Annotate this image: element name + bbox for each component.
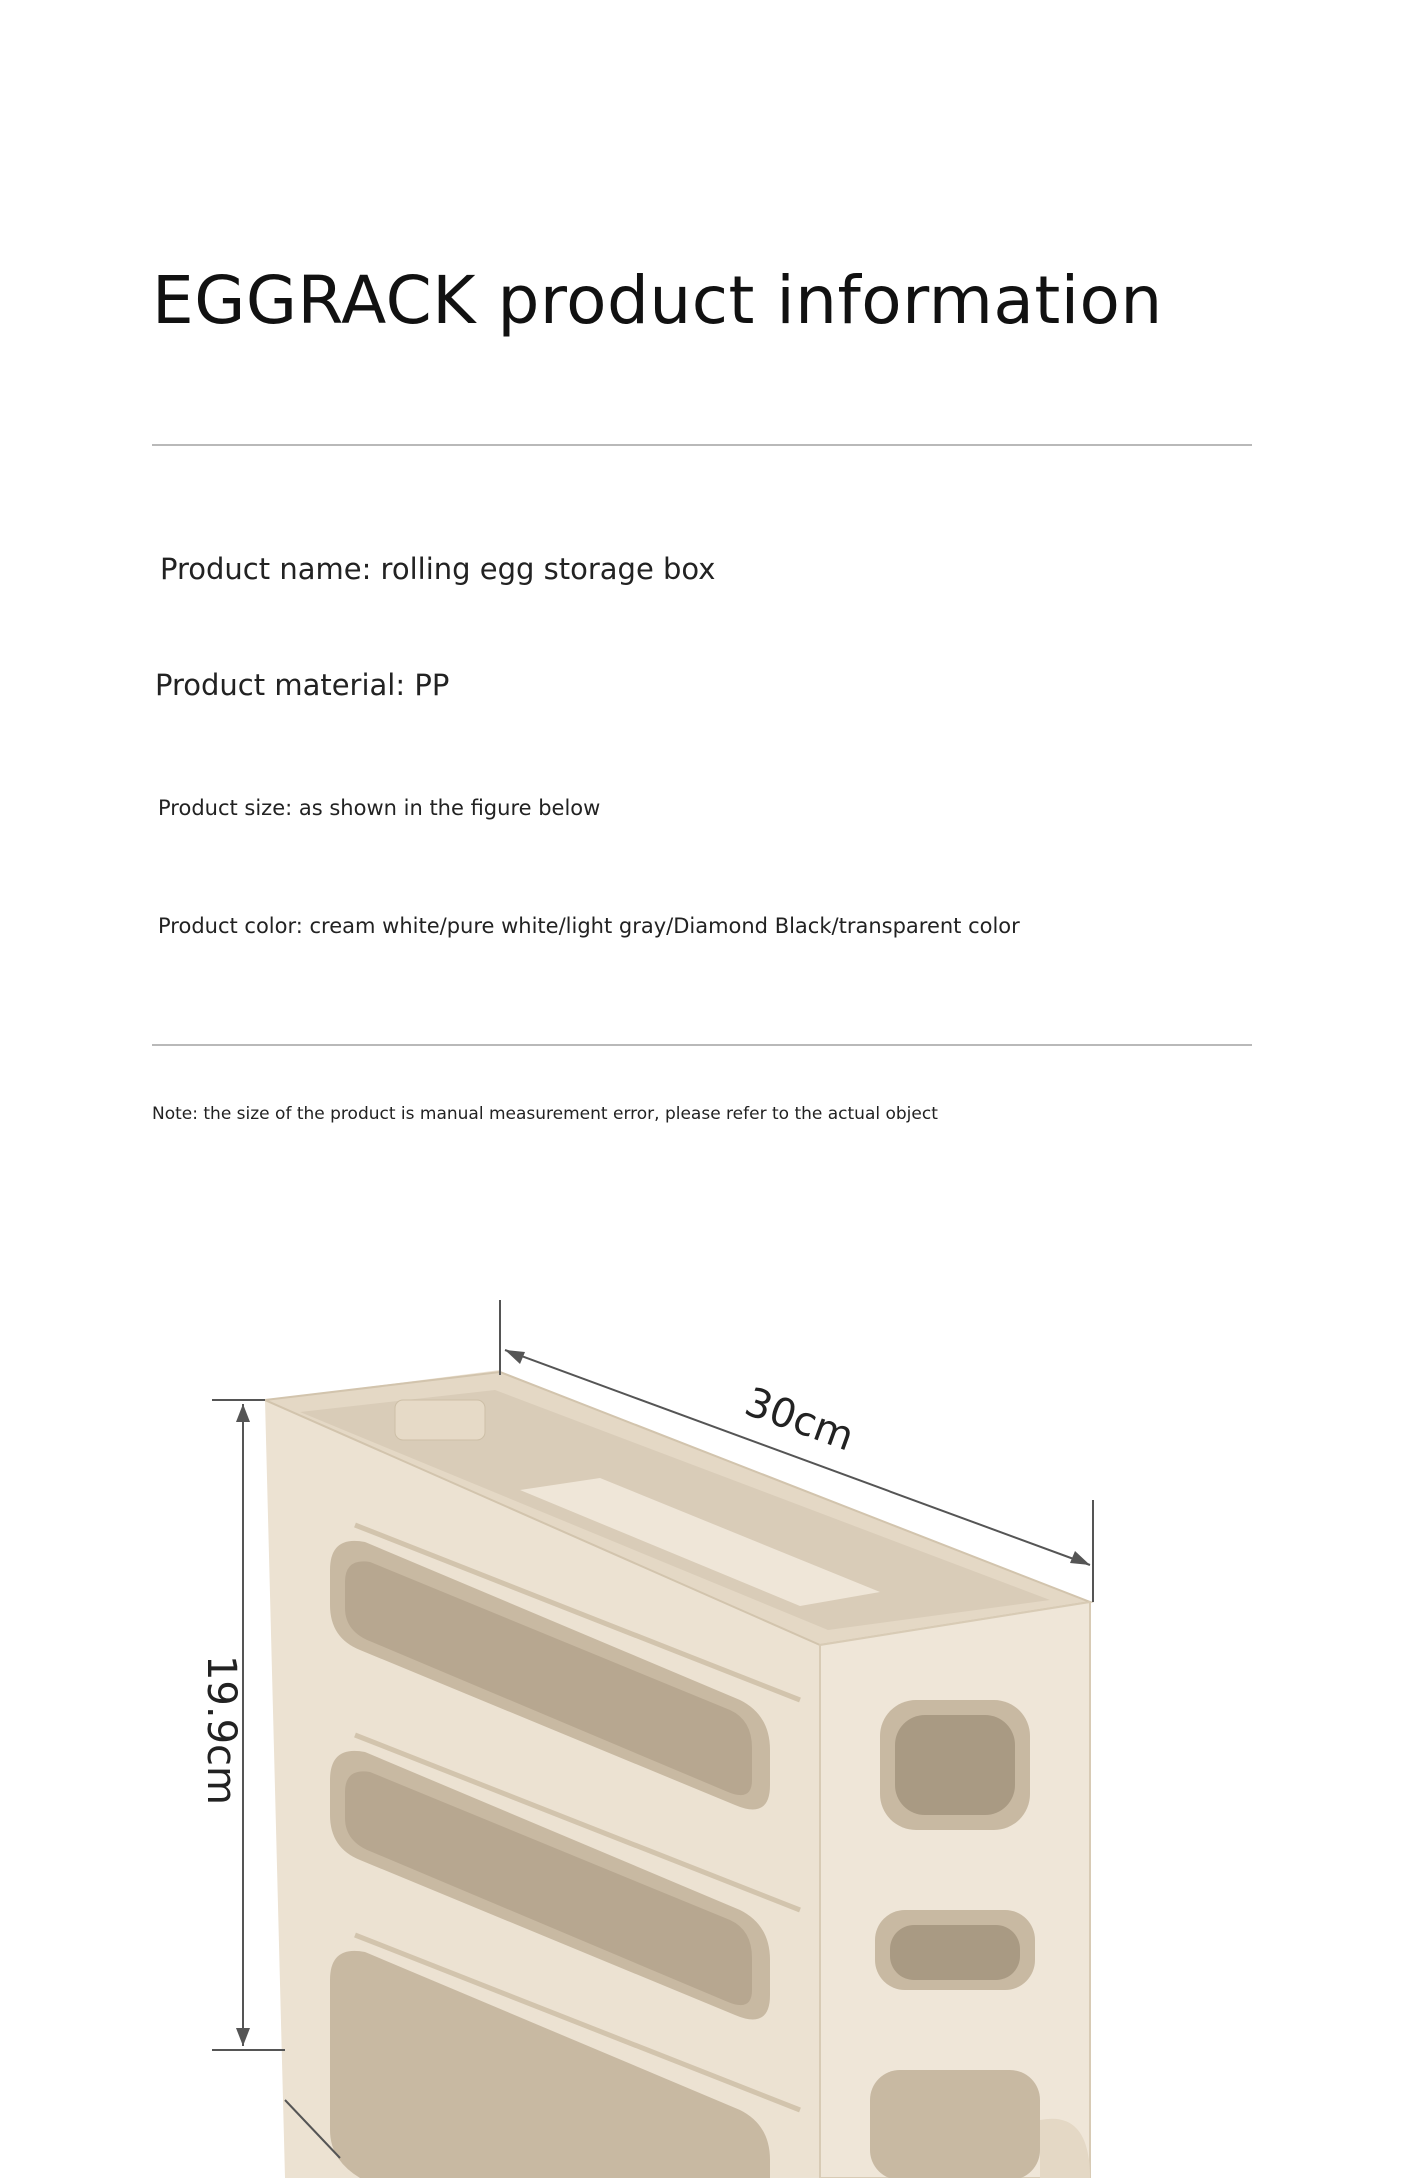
product-size: Product size: as shown in the figure below bbox=[158, 796, 601, 820]
front-opening-3 bbox=[870, 2070, 1040, 2178]
product-material: Product material: PP bbox=[155, 668, 450, 702]
bottom-divider bbox=[152, 1044, 1252, 1046]
page-title: EGGRACK product information bbox=[152, 262, 1163, 339]
height-arrow-top bbox=[236, 1404, 250, 1422]
length-arrow-left bbox=[505, 1350, 525, 1364]
front-opening-2-inner bbox=[890, 1925, 1020, 1980]
measurement-note: Note: the size of the product is manual measurement error, please refer to the actual object bbox=[152, 1104, 938, 1124]
length-arrow-right bbox=[1070, 1551, 1090, 1565]
product-name: Product name: rolling egg storage box bbox=[160, 552, 716, 586]
length-label: 30cm bbox=[739, 1379, 860, 1461]
height-arrow-bottom bbox=[236, 2028, 250, 2046]
height-label: 19.9cm bbox=[198, 1654, 244, 1806]
top-divider bbox=[152, 444, 1252, 446]
product-color: Product color: cream white/pure white/light gray/Diamond Black/transparent color bbox=[158, 914, 1020, 938]
front-opening-1-inner bbox=[895, 1715, 1015, 1815]
egg-rack-illustration bbox=[0, 1280, 1407, 2178]
rack-knob bbox=[395, 1400, 485, 1440]
product-figure bbox=[0, 1280, 1407, 2178]
